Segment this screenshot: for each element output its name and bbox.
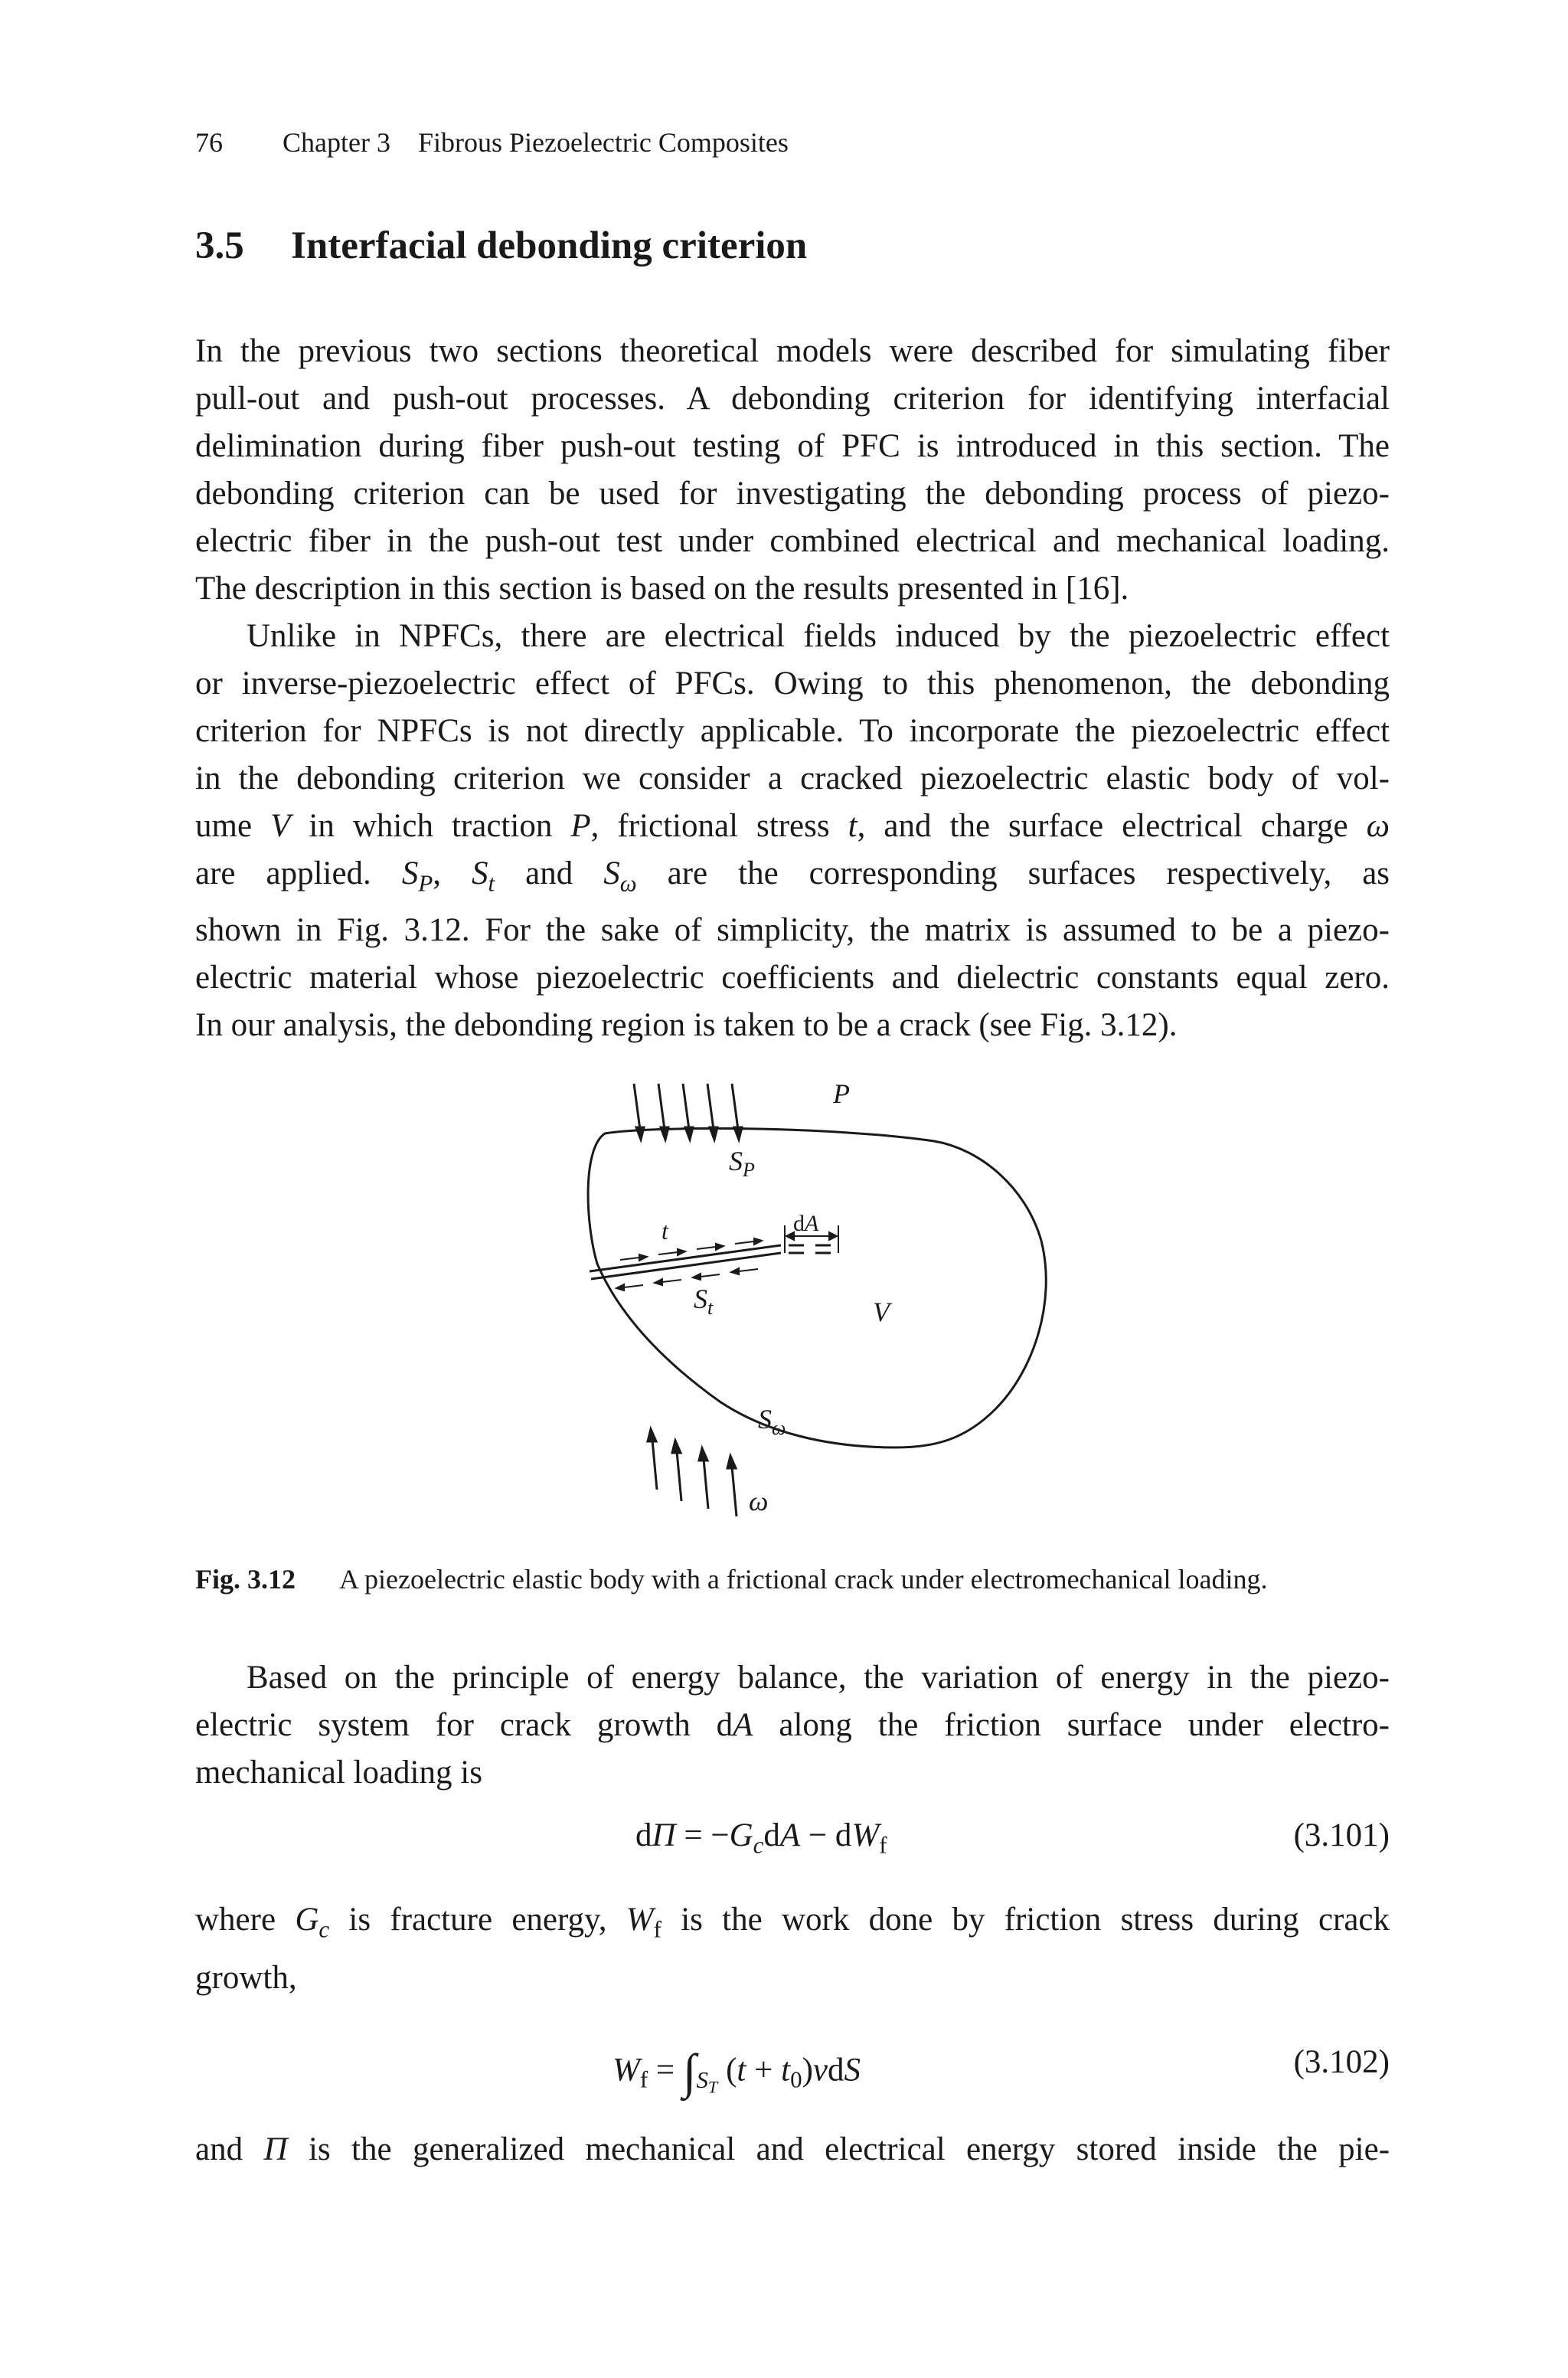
text-line: Unlike in NPFCs, there are electrical fields induced by the piezoelectric effect: [247, 618, 1390, 654]
text-line: In our analysis, the debonding region is taken to be a crack (see Fig. 3.12).: [195, 1007, 1178, 1043]
equation-number: (3.101): [1293, 1817, 1390, 1853]
charge-arrows: [648, 1429, 737, 1516]
text-line: mechanical loading is: [195, 1755, 482, 1791]
text-line: pull-out and push-out processes. A debonding criterion for identifying interfacial: [195, 381, 1390, 417]
traction-arrows: [634, 1084, 742, 1140]
label-V: V: [873, 1297, 890, 1327]
text-line: In the previous two sections theoretical models were described for simulating fiber: [195, 333, 1390, 369]
paragraph-2: [195, 613, 1390, 1049]
label-Sw: $S_\omega$: [758, 1404, 786, 1439]
body-outline: [588, 1128, 1046, 1447]
text-line: delimination during fiber push-out testing of PFC is introduced in this section. The: [195, 428, 1390, 464]
text-line: are applied. $S_P$, $S_t$ and $S_\omega$ are the corresponding surfaces respectively, as: [195, 855, 1390, 897]
text-line: in the debonding criterion we consider a cracked piezoelectric elastic body of vol-: [195, 761, 1390, 796]
text-line: electric system for crack growth dA along the friction surface under electro-: [195, 1707, 1390, 1743]
paragraph-4: [195, 1896, 1390, 2002]
text-line: where $G_c$ is fracture energy, $W_f$ is the work done by friction stress during crack: [195, 1902, 1390, 1943]
equation-number: (3.102): [1293, 2044, 1390, 2080]
label-t: t: [662, 1217, 668, 1245]
caption-text: A piezoelectric elastic body with a frictional crack under electromechanical loading.: [339, 1564, 1268, 1595]
text-line: electric material whose piezoelectric coefficients and dielectric constants equal zero.: [195, 960, 1390, 996]
section-number: 3.5: [195, 224, 244, 267]
text-line: or inverse-piezoelectric effect of PFCs. Owing to this phenomenon, the debonding: [195, 666, 1390, 702]
figure-caption: [195, 1563, 1267, 1595]
text-line: shown in Fig. 3.12. For the sake of simplicity, the matrix is assumed to be a piezo-: [195, 912, 1390, 948]
section-heading: [195, 224, 807, 268]
equation-3-101: $d\Pi = -G_cdA - dW_f$: [635, 1817, 887, 1859]
label-dA: dA: [793, 1211, 819, 1236]
paragraph-5: [195, 2126, 1390, 2174]
chapter-label: Chapter 3: [283, 127, 390, 158]
running-head: [195, 126, 789, 159]
text-line: debonding criterion can be used for investigating the debonding process of piezo-: [195, 476, 1390, 512]
label-Sp: $S_P$: [729, 1146, 755, 1181]
text-line: and Π is the generalized mechanical and electrical energy stored inside the pie-: [195, 2131, 1390, 2167]
chapter-title: Fibrous Piezoelectric Composites: [417, 127, 789, 158]
page-number: 76: [195, 127, 223, 158]
label-omega: ω: [749, 1486, 769, 1516]
text-line: growth,: [195, 1960, 297, 1996]
text-line: Based on the principle of energy balance, the variation of energy in the piezo-: [247, 1660, 1390, 1696]
caption-label: Fig. 3.12: [195, 1564, 296, 1595]
section-title: Interfacial debonding criterion: [291, 224, 808, 267]
text-line: electric fiber in the push-out test under combined electrical and mechanical loading.: [195, 523, 1390, 559]
paragraph-1: [195, 328, 1390, 613]
text-line: The description in this section is based on the results presented in [16].: [195, 571, 1129, 607]
equation-3-102: $W_f = \int_{S_T}$ $(t + t_0)vdS$: [612, 2044, 861, 2098]
label-St: $S_t$: [694, 1284, 714, 1319]
text-line: ume V in which traction P, frictional stress t, and the surface electrical charge ω: [195, 808, 1390, 844]
figure-piezoelectric-body: [536, 1072, 1072, 1532]
text-line: criterion for NPFCs is not directly applicable. To incorporate the piezoelectric effect: [195, 713, 1390, 749]
label-P: P: [833, 1078, 850, 1109]
paragraph-3: [195, 1654, 1390, 1797]
crack: [590, 1245, 831, 1279]
